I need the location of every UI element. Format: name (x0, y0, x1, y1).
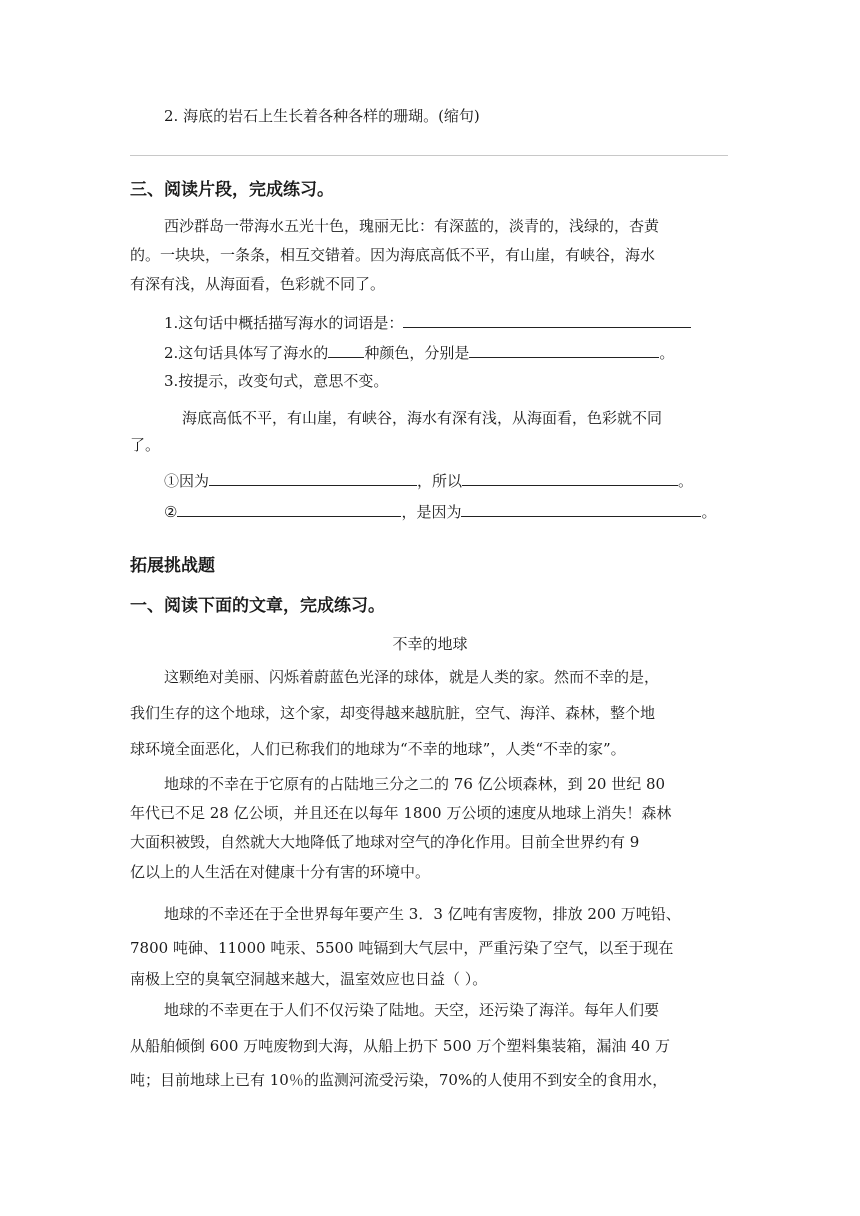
question-2-condense: 2. 海底的岩石上生长着各种各样的珊瑚。(缩句) (164, 107, 480, 125)
passage-line: 有深有浅，从海面看，色彩就不同了。 (130, 275, 386, 293)
article-title: 不幸的地球 (392, 635, 468, 653)
rewrite-2 (164, 500, 716, 522)
article-line: 7800 吨砷、11000 吨汞、5500 吨镉到大气层中，严重污染了空气，以至于现在 (130, 939, 674, 957)
answer-blank[interactable] (469, 341, 659, 358)
article-line: 地球的不幸在于它原有的占陆地三分之二的 76 亿公顷森林，到 20 世纪 80 (164, 775, 666, 793)
rewrite-1-because: ①因为 (164, 472, 210, 490)
exercise-2-prompt: 2.这句话具体写了海水的 (164, 344, 329, 362)
article-line: 地球的不幸更在于人们不仅污染了陆地。天空，还污染了海洋。每年人们要 (164, 1001, 660, 1019)
section-3-heading: 三、阅读片段，完成练习。 (130, 180, 334, 200)
rewrite-2-because: ，是因为 (401, 503, 462, 521)
answer-blank[interactable] (403, 311, 691, 328)
exercise-1 (164, 311, 691, 333)
answer-blank[interactable] (461, 500, 701, 517)
answer-blank[interactable] (328, 341, 364, 358)
article-line: 球环境全面恶化，人们已称我们的地球为“不幸的地球”，人类“不幸的家”。 (130, 740, 626, 758)
exercise-2-end: 。 (659, 344, 675, 362)
extension-heading: 一、阅读下面的文章，完成练习。 (130, 596, 385, 616)
article-line: 亿以上的人生活在对健康十分有害的环境中。 (130, 863, 431, 881)
exercise-2 (164, 341, 674, 363)
rewrite-1-so: ，所以 (417, 472, 463, 490)
answer-blank[interactable] (209, 469, 417, 486)
article-line: 南极上空的臭氧空洞越来越大，温室效应也日益（ ）。 (130, 970, 488, 988)
passage-line: 西沙群岛一带海水五光十色，瑰丽无比：有深蓝的，淡青的，浅绿的，杏黄 (164, 217, 660, 235)
article-line: 吨；目前地球上已有 10％的监测河流受污染，70%的人使用不到安全的食用水， (130, 1071, 668, 1089)
rewrite-2-end: 。 (701, 503, 717, 521)
divider-line (130, 155, 728, 156)
article-line: 我们生存的这个地球，这个家，却变得越来越肮脏，空气、海洋、森林，整个地 (130, 704, 656, 722)
article-line: 从船舶倾倒 600 万吨废物到大海，从船上扔下 500 万个塑料集装箱，漏油 40 万 (130, 1037, 670, 1055)
article-line: 年代已不足 28 亿公顷，并且还在以每年 1800 万公顷的速度从地球上消失！森林 (130, 804, 672, 822)
rewrite-2-mark: ② (164, 503, 178, 521)
answer-blank[interactable] (462, 469, 678, 486)
exercise-3-sentence: 了。 (130, 436, 161, 454)
article-line: 这颗绝对美丽、闪烁着蔚蓝色光泽的球体，就是人类的家。然而不幸的是， (164, 668, 660, 686)
rewrite-1-end: 。 (678, 472, 694, 490)
exercise-3: 3.按提示，改变句式，意思不变。 (164, 372, 389, 390)
article-line: 大面积被毁，自然就大大地降低了地球对空气的净化作用。目前全世界约有 9 (130, 833, 640, 851)
exercise-1-prompt: 1.这句话中概括描写海水的词语是： (164, 314, 404, 332)
rewrite-1 (164, 469, 693, 491)
exercise-3-sentence: 海底高低不平，有山崖，有峡谷，海水有深有浅，从海面看，色彩就不同 (182, 409, 663, 427)
passage-line: 的。一块块，一条条，相互交错着。因为海底高低不平，有山崖，有峡谷，海水 (130, 246, 656, 264)
article-line: 地球的不幸还在于全世界每年要产生 3．3 亿吨有害废物，排放 200 万吨铅、 (164, 905, 681, 923)
exercise-2-prompt-mid: 种颜色，分别是 (364, 344, 470, 362)
answer-blank[interactable] (177, 500, 401, 517)
extension-title: 拓展挑战题 (130, 556, 215, 576)
